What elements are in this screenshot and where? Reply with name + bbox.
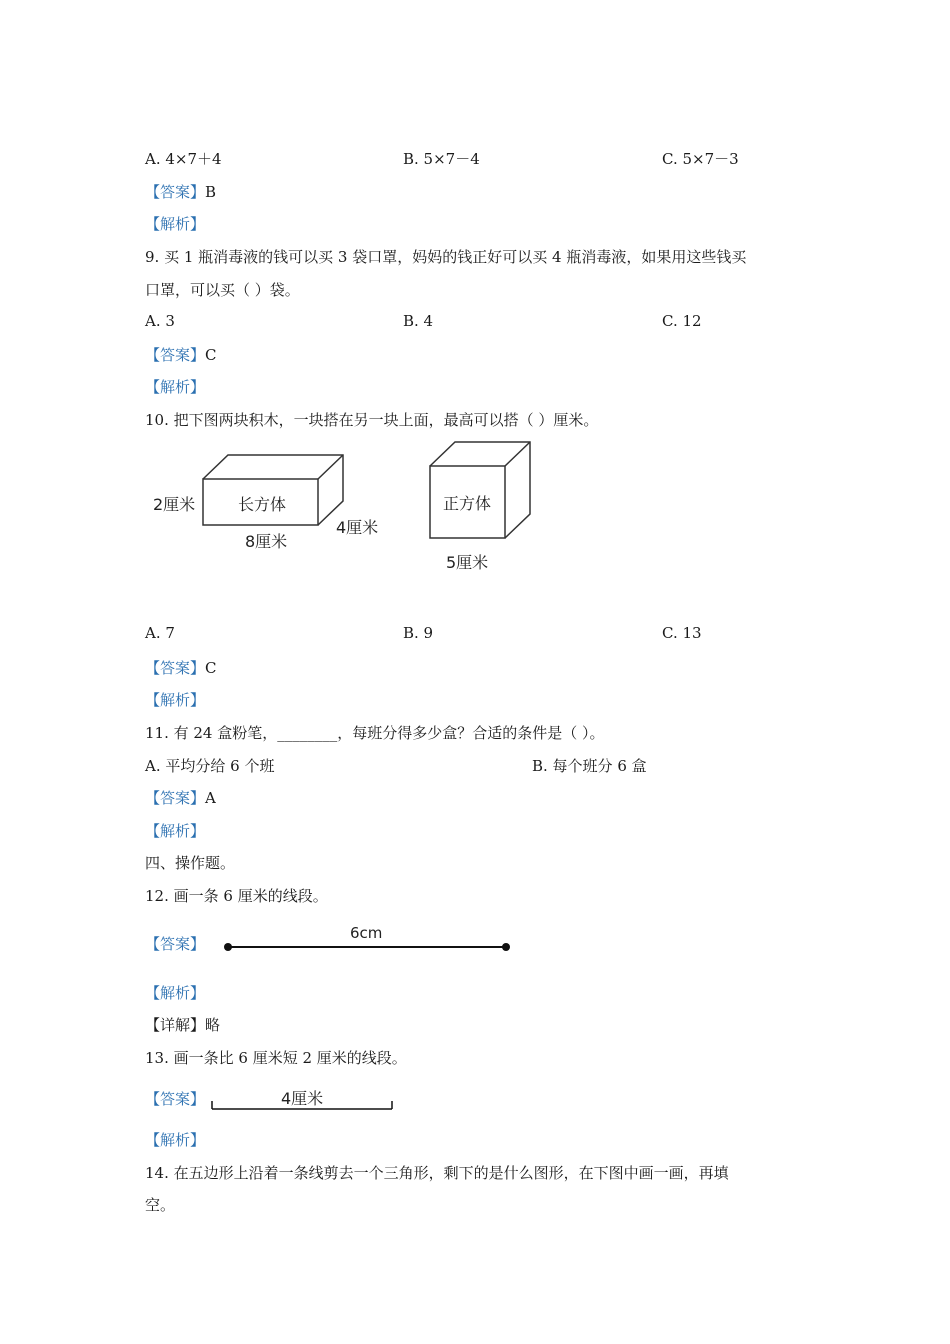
- q10-option-a: A. 7: [145, 624, 175, 642]
- q8-analysis: 【解析】: [145, 215, 206, 233]
- q11-analysis: 【解析】: [145, 822, 206, 840]
- q11-option-b: B. 每个班分 6 盒: [532, 757, 647, 775]
- segment-end-point: [502, 943, 510, 951]
- q9-text-line1: 9. 买 1 瓶消毒液的钱可以买 3 袋口罩，妈妈的钱正好可以买 4 瓶消毒液，如果用这些钱买: [145, 248, 747, 266]
- q10-option-b: B. 9: [403, 624, 434, 642]
- q13-segment-label: 4厘米: [281, 1089, 324, 1108]
- q12-segment-label: 6cm: [350, 924, 383, 942]
- q13-answer-tag: 【答案】: [145, 1090, 206, 1108]
- cuboid-height-label: 2厘米: [153, 495, 196, 514]
- cube-drawing: [430, 442, 530, 538]
- q9-answer: 【答案】C: [145, 346, 217, 364]
- q10-text: 10. 把下图两块积木，一块搭在另一块上面，最高可以搭（ ）厘米。: [145, 411, 599, 429]
- q13-analysis: 【解析】: [145, 1131, 206, 1149]
- q9-analysis: 【解析】: [145, 378, 206, 396]
- q9-option-a: A. 3: [145, 312, 175, 330]
- cuboid-length-label: 8厘米: [245, 532, 288, 551]
- q11-answer: 【答案】A: [145, 789, 216, 807]
- q10-option-c: C. 13: [662, 624, 702, 642]
- cube-edge-label: 5厘米: [446, 553, 489, 572]
- q12-text: 12. 画一条 6 厘米的线段。: [145, 887, 328, 905]
- q14-text-line2: 空。: [145, 1196, 176, 1214]
- cuboid-width-label: 4厘米: [336, 518, 379, 537]
- q12-analysis: 【解析】: [145, 984, 206, 1002]
- q8-option-a: A. 4×7＋4: [145, 150, 222, 168]
- q11-text: 11. 有 24 盒粉笔，________，每班分得多少盒？合适的条件是（ ）。: [145, 724, 605, 742]
- section-heading: 四、操作题。: [145, 854, 236, 872]
- q13-text: 13. 画一条比 6 厘米短 2 厘米的线段。: [145, 1049, 407, 1067]
- q9-text-line2: 口罩，可以买（ ）袋。: [145, 281, 300, 299]
- q8-answer: 【答案】B: [145, 183, 217, 201]
- q8-option-b: B. 5×7－4: [403, 150, 480, 168]
- q10-figure: [0, 430, 600, 580]
- q9-option-c: C. 12: [662, 312, 702, 330]
- q10-answer: 【答案】C: [145, 659, 217, 677]
- q14-text-line1: 14. 在五边形上沿着一条线剪去一个三角形，剩下的是什么图形，在下图中画一画，再填: [145, 1164, 729, 1182]
- q11-option-a: A. 平均分给 6 个班: [145, 757, 275, 775]
- cuboid-label: 长方体: [238, 495, 287, 514]
- cube-label: 正方体: [443, 494, 492, 513]
- q10-analysis: 【解析】: [145, 691, 206, 709]
- q12-answer-tag: 【答案】: [145, 935, 206, 953]
- q8-option-c: C. 5×7－3: [662, 150, 739, 168]
- q9-option-b: B. 4: [403, 312, 434, 330]
- q12-detail: 【详解】略: [145, 1016, 221, 1034]
- segment-start-point: [224, 943, 232, 951]
